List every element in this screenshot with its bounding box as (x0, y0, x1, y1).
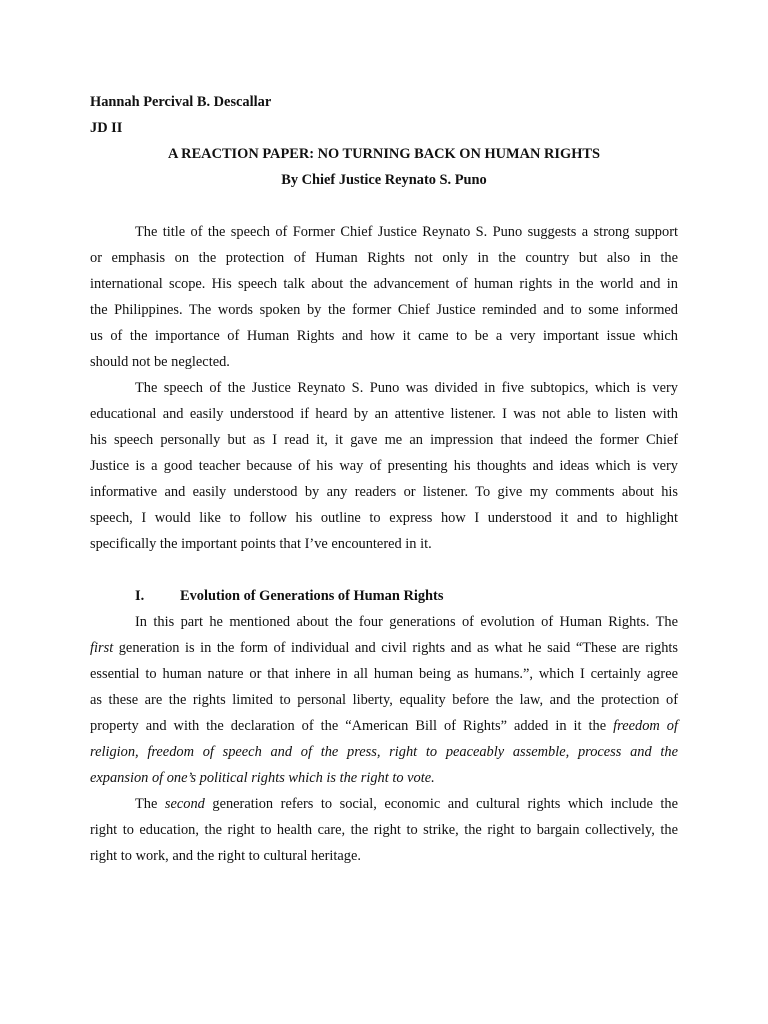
emphasis-text: religion, freedom of speech and of the press, right to peaceably assemble, process and the (90, 744, 678, 760)
section-heading (90, 583, 678, 609)
spacer (90, 193, 678, 219)
text-line: should not be neglected. (90, 354, 230, 370)
text-span: The (135, 796, 165, 812)
text-line (90, 635, 678, 661)
text-line: the Philippines. The words spoken by the former Chief Justice reminded and to some informed (90, 302, 678, 318)
section-title: Evolution of Generations of Human Rights (180, 588, 444, 604)
paragraph-4 (90, 791, 678, 869)
text-line: specifically the important points that I’ve encountered in it. (90, 536, 432, 552)
emphasis-text: first (90, 640, 114, 656)
spacer (90, 557, 678, 583)
text-line: informative and easily understood by any readers or listener. To give my comments about his (90, 484, 678, 500)
text-line: The title of the speech of Former Chief Justice Reynato S. Puno suggests a strong support (135, 224, 678, 240)
text-line: right to work, and the right to cultural heritage. (90, 848, 361, 864)
text-line: right to education, the right to health care, the right to strike, the right to bargain collectively, the (90, 822, 678, 838)
text-line (90, 765, 678, 791)
paper-byline: By Chief Justice Reynato S. Puno (281, 172, 487, 188)
text-line: essential to human nature or that inhere in all human being as humans.”, which I certainly agree (90, 666, 678, 682)
author-name: Hannah Percival B. Descallar (90, 94, 272, 110)
emphasis-text: expansion of one’s political rights which is the right to vote. (90, 770, 435, 786)
text-line: us of the importance of Human Rights and how it came to be a very important issue which (90, 328, 678, 344)
emphasis-text: freedom of (613, 718, 678, 734)
paper-title: A REACTION PAPER: NO TURNING BACK ON HUMAN RIGHTS (167, 146, 600, 162)
text-line: his speech personally but as I read it, it gave me an impression that indeed the former Chief (90, 432, 678, 448)
text-line (90, 713, 678, 739)
text-line (90, 739, 678, 765)
emphasis-text: second (164, 796, 205, 812)
text-line: educational and easily understood if heard by an attentive listener. I was not able to listen with (90, 406, 678, 422)
text-line: speech, I would like to follow his outline to express how I understood it and to highlight (90, 510, 678, 526)
text-line: international scope. His speech talk about the advancement of human rights in the world and in (90, 276, 678, 292)
document-page (90, 89, 678, 869)
paragraph-3 (90, 609, 678, 791)
text-line: The speech of the Justice Reynato S. Puno was divided in five subtopics, which is very (135, 380, 678, 396)
text-line: In this part he mentioned about the four generations of evolution of Human Rights. The (135, 614, 678, 630)
text-span: generation refers to social, economic and cultural rights which include the (204, 796, 678, 812)
text-line: Justice is a good teacher because of his way of presenting his thoughts and ideas which is very (90, 458, 678, 474)
text-span: generation is in the form of individual and civil rights and as what he said “These are rights (113, 640, 678, 656)
section-number: I. (135, 588, 145, 604)
paragraph-2 (90, 375, 678, 557)
text-line (90, 791, 678, 817)
paragraph-1 (90, 219, 678, 375)
year-level: JD II (90, 120, 123, 136)
text-line: or emphasis on the protection of Human Rights not only in the country but also in the (90, 250, 678, 266)
text-span: property and with the declaration of the “American Bill of Rights” added in it the (90, 718, 614, 734)
text-line: as these are the rights limited to personal liberty, equality before the law, and the protection of (90, 692, 678, 708)
